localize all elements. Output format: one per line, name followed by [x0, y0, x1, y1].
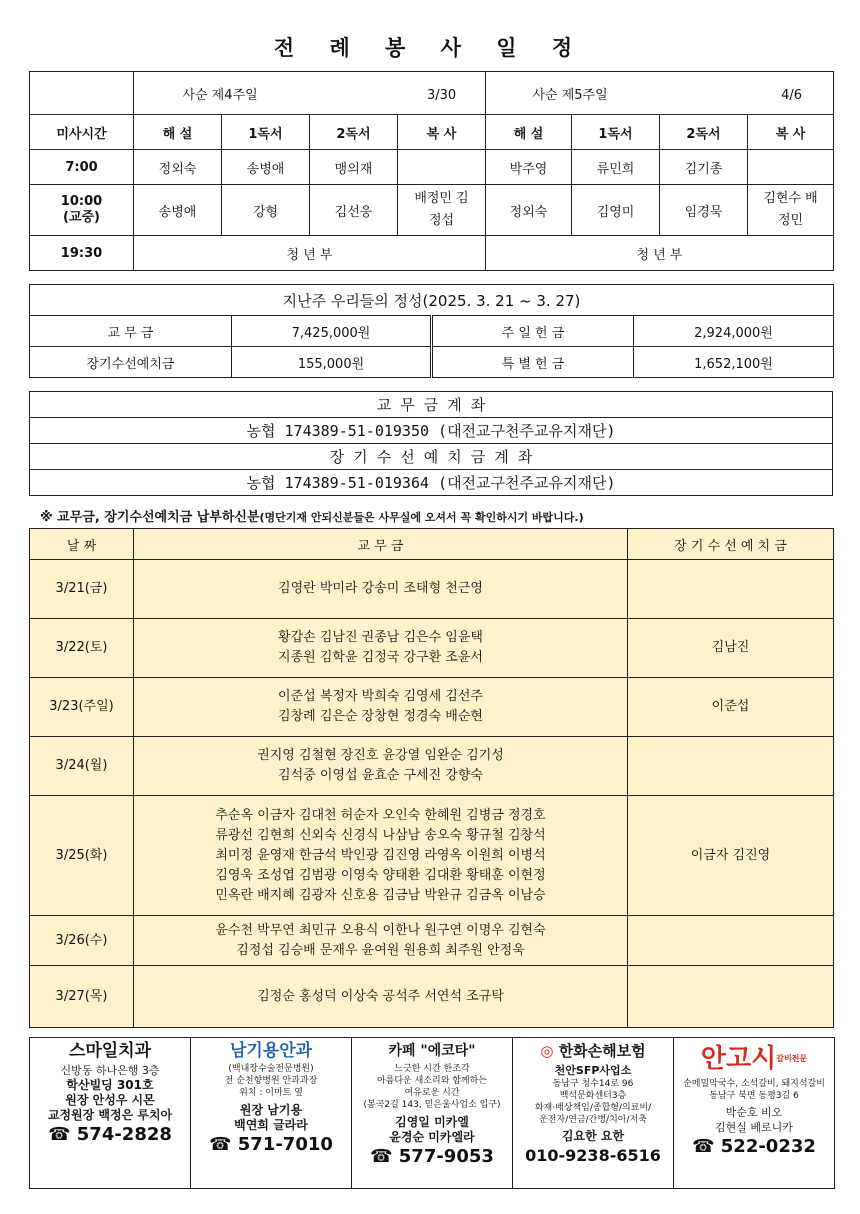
offering-title: 지난주 우리들의 정성(2025. 3. 21 ~ 3. 27) — [30, 285, 834, 316]
ad-line: 신방동 하나은행 3층 — [60, 1064, 160, 1077]
payment-names-line: 김영란 박미라 강송미 조태형 천근영 — [278, 581, 483, 596]
ad-name: 카페 "에코타" — [388, 1043, 476, 1059]
offering-value: 155,000원 — [232, 347, 432, 378]
payment-repair: 이금자 김진영 — [628, 796, 834, 916]
ad-dental-clinic — [30, 1038, 191, 1188]
schedule-cell: 김현수 배정민 — [748, 185, 834, 236]
ad-line: 순메밀막국수, 소석갈비, 돼지석갈비 — [683, 1079, 825, 1089]
payment-date: 3/23(주일) — [30, 678, 134, 737]
payment-names-line: 김석중 이영섭 윤효순 구세진 강향숙 — [278, 768, 483, 783]
sponsor-ads — [29, 1037, 835, 1189]
payment-note — [40, 506, 840, 525]
payment-names-line: 류광선 김현희 신외숙 신경식 나삼남 송오숙 황규철 김창석 — [215, 827, 546, 843]
role-header: 복 사 — [748, 115, 834, 150]
schedule-cell: 김선웅 — [310, 185, 398, 236]
payment-header-repair: 장 기 수 선 예 치 금 — [628, 529, 834, 560]
liturgy-schedule-table — [29, 71, 834, 271]
schedule-cell: 정외숙 — [134, 150, 222, 185]
youth-group-cell: 청 년 부 — [134, 236, 486, 271]
schedule-cell: 김영미 — [572, 185, 660, 236]
payment-names — [134, 619, 628, 678]
ad-name: 스마일치과 — [68, 1041, 152, 1061]
ad-phone: ☎ 577-9053 — [370, 1146, 494, 1167]
mass-time — [30, 185, 134, 236]
offering-label: 장기수선예치금 — [30, 347, 232, 378]
payment-names-line: 황갑손 김남진 권종남 김은수 임윤택 — [278, 630, 483, 645]
payment-names-line: 추순옥 이금자 김대천 허순자 오인숙 한혜원 김병금 정경호 — [215, 807, 546, 823]
payment-header-date: 날 짜 — [30, 529, 134, 560]
payment-repair — [628, 737, 834, 796]
payment-date: 3/25(화) — [30, 796, 134, 916]
ad-line: 박순호 비오 — [725, 1106, 783, 1119]
payment-names — [134, 796, 628, 916]
mass-time-header: 미사시간 — [30, 115, 134, 150]
account-number: 농협 174389-51-019364 (대전교구천주교유지재단) — [30, 470, 833, 496]
role-header: 2독서 — [660, 115, 748, 150]
week-a-header — [134, 72, 486, 115]
account-table — [29, 391, 833, 496]
payment-names-line: 김정순 홍성덕 이상숙 공석주 서연석 조규탁 — [257, 988, 504, 1004]
ad-line: 원장 안성우 시몬 — [65, 1093, 155, 1107]
payment-date: 3/22(토) — [30, 619, 134, 678]
ad-line: 윤경순 미카엘라 — [389, 1130, 475, 1144]
role-header: 2독서 — [310, 115, 398, 150]
ad-line: 화재·배상책임/종합형/의료비/ — [534, 1103, 652, 1113]
youth-group-cell: 청 년 부 — [486, 236, 834, 271]
ad-name — [513, 1044, 673, 1059]
offering-table — [29, 284, 834, 378]
offering-value: 7,425,000원 — [232, 316, 432, 347]
ad-name — [674, 1044, 834, 1074]
ad-line: 백석문화센터3층 — [559, 1091, 627, 1101]
schedule-cell: 박주영 — [486, 150, 572, 185]
account-title: 장 기 수 선 예 치 금 계 좌 — [30, 444, 833, 470]
ad-line: 김현실 베로니카 — [715, 1121, 793, 1134]
account-number: 농협 174389-51-019350 (대전교구천주교유지재단) — [30, 418, 833, 444]
payment-header-tithe: 교 무 금 — [134, 529, 628, 560]
ad-phone: ☎ 522-0232 — [692, 1136, 816, 1157]
ad-eye-clinic — [191, 1038, 352, 1188]
account-title: 교 무 금 계 좌 — [30, 392, 833, 418]
ad-line: 전 순천향병원 안과과장 — [224, 1076, 318, 1086]
offering-value: 2,924,000원 — [634, 316, 834, 347]
mass-time-note: (교중) — [63, 210, 100, 225]
ad-insurance — [513, 1038, 674, 1188]
ad-line: 백연희 글라라 — [234, 1118, 308, 1132]
payment-names-line: 권지영 김철현 장진호 윤강열 임완순 김기성 — [257, 748, 504, 763]
ad-line: 천안SFP사업소 — [554, 1064, 632, 1077]
payment-date: 3/24(월) — [30, 737, 134, 796]
offering-value: 1,652,100원 — [634, 347, 834, 378]
ad-name-sub: 갈비전문 — [776, 1054, 808, 1063]
ad-line: 운전자/연금/간병/치아/저축 — [539, 1115, 647, 1125]
ad-line: 교정원장 백정은 루치아 — [47, 1108, 173, 1122]
role-header: 해 설 — [134, 115, 222, 150]
payment-names-line: 김영욱 조성엽 김범광 이영숙 양태환 김대환 황태훈 이현정 — [215, 867, 546, 883]
schedule-cell — [748, 150, 834, 185]
payment-names-line: 김창례 김은순 장창현 정경숙 배순현 — [278, 709, 483, 724]
payment-names-line: 민옥란 배지혜 김광자 신호용 김금남 박완규 김금옥 이남승 — [215, 887, 546, 903]
payment-repair: 김남진 — [628, 619, 834, 678]
ad-phone: ☎ 574-2828 — [48, 1124, 172, 1145]
payment-names — [134, 966, 628, 1028]
ad-line: 학산빌딩 301호 — [66, 1078, 154, 1092]
ad-line: 김요한 요한 — [561, 1129, 625, 1143]
week-b-date: 4/6 — [781, 87, 803, 103]
week-a-name: 사순 제4주일 — [182, 87, 258, 103]
offering-label: 교 무 금 — [30, 316, 232, 347]
ad-name-text: 안고시 — [700, 1044, 777, 1074]
ad-line: 위치 : 이마트 옆 — [239, 1088, 303, 1098]
payment-table — [29, 528, 834, 1028]
ad-line: 원장 남기용 — [239, 1103, 303, 1117]
ad-line: (백내장수술전문병원) — [228, 1064, 314, 1074]
role-header: 해 설 — [486, 115, 572, 150]
schedule-cell: 정외숙 — [486, 185, 572, 236]
week-b-header — [486, 72, 834, 115]
mass-time: 7:00 — [30, 150, 134, 185]
ad-line: 동남구 청수14로 96 — [552, 1079, 634, 1089]
payment-repair: 이준섭 — [628, 678, 834, 737]
ad-line: 동남구 북면 동평3길 6 — [709, 1091, 799, 1101]
payment-names — [134, 560, 628, 619]
payment-repair — [628, 560, 834, 619]
schedule-cell: 김기종 — [660, 150, 748, 185]
payment-names-line: 김정섭 김승배 문재우 윤여원 원용희 최주원 안정욱 — [236, 942, 525, 958]
schedule-cell — [398, 150, 486, 185]
role-header: 1독서 — [222, 115, 310, 150]
schedule-cell: 임경묵 — [660, 185, 748, 236]
ad-line: 느긋한 시간 한조각 — [394, 1064, 470, 1074]
ad-line: 아름다운 새소리와 함께하는 — [376, 1076, 488, 1086]
payment-names — [134, 916, 628, 966]
ad-phone: ☎ 571-7010 — [209, 1134, 333, 1155]
schedule-cell: 강형 — [222, 185, 310, 236]
payment-names-line: 최미정 윤영재 한금석 박인광 김진영 라영옥 이원희 이병석 — [215, 847, 546, 863]
page-title: 전 례 봉 사 일 정 — [273, 36, 587, 60]
payment-names-line: 윤수천 박무연 최민규 오용식 이한나 원구연 이명우 김현숙 — [215, 922, 546, 938]
payment-date: 3/27(목) — [30, 966, 134, 1028]
schedule-cell: 류민희 — [572, 150, 660, 185]
schedule-cell: 송병애 — [222, 150, 310, 185]
ad-line: 김영일 미카엘 — [395, 1115, 469, 1129]
week-b-name: 사순 제5주일 — [532, 87, 608, 103]
payment-note-small: (명단기재 안되신분들은 사무실에 오셔서 꼭 확인하시기 바랍니다.) — [259, 511, 584, 524]
schedule-cell: 맹의재 — [310, 150, 398, 185]
payment-repair — [628, 966, 834, 1028]
payment-names — [134, 678, 628, 737]
ad-line: (봉곡2길 143, 믿은울사업소 입구) — [363, 1100, 501, 1110]
ad-name — [191, 1041, 351, 1061]
payment-names-line: 지종원 김학윤 김정국 강구환 조윤서 — [278, 650, 483, 665]
offering-label: 주 일 헌 금 — [432, 316, 634, 347]
role-header: 복 사 — [398, 115, 486, 150]
ad-name-text: 한화손해보험 — [558, 1042, 646, 1060]
schedule-cell: 배정민 김정섭 — [398, 185, 486, 236]
ad-restaurant — [674, 1038, 834, 1188]
ad-cafe — [352, 1038, 513, 1188]
week-a-date: 3/30 — [426, 87, 457, 103]
ad-line: 여유로운 시간 — [404, 1088, 460, 1098]
offering-label: 특 별 헌 금 — [432, 347, 634, 378]
mass-time: 19:30 — [30, 236, 134, 271]
role-header: 1독서 — [572, 115, 660, 150]
payment-names — [134, 737, 628, 796]
payment-date: 3/26(수) — [30, 916, 134, 966]
insurance-logo-icon: ◎ — [540, 1042, 554, 1060]
ad-phone: 010-9238-6516 — [525, 1146, 661, 1165]
payment-note-main: ※ 교무금, 장기수선예치금 납부하신분 — [40, 510, 260, 525]
payment-repair — [628, 916, 834, 966]
schedule-cell: 송병애 — [134, 185, 222, 236]
payment-names-line: 이준섭 복정자 박희숙 김영세 김선주 — [278, 689, 483, 704]
payment-date: 3/21(금) — [30, 560, 134, 619]
mass-time-value: 10:00 — [60, 194, 103, 209]
ad-name-text: 남기용안과 — [229, 1041, 313, 1061]
